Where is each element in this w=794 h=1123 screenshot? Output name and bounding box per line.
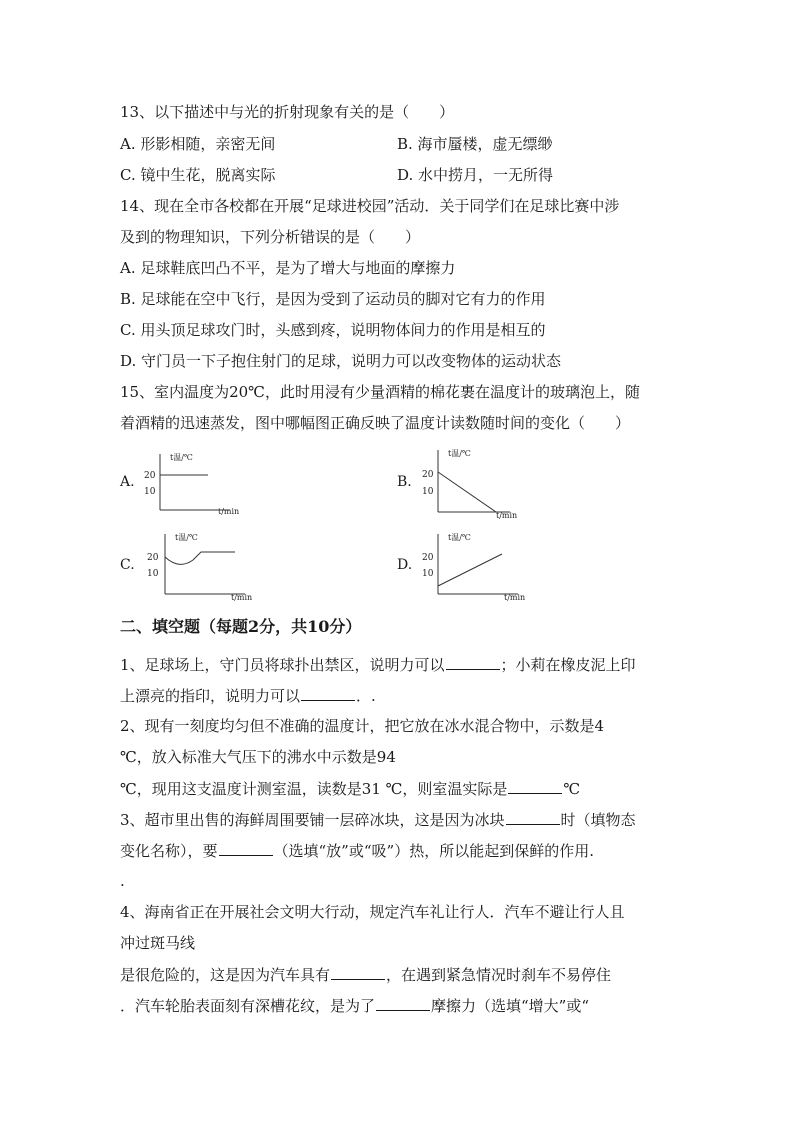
graph-a [140, 448, 250, 518]
q13-option-b: B. 海市蜃楼，虚无缥缈 [397, 135, 553, 153]
fill-3-line3: . [120, 872, 125, 890]
fill-4-text-c: ．汽车轮胎表面刻有深槽花纹，是为了 [120, 997, 376, 1015]
fill-4-line3 [120, 964, 611, 985]
fill-3-blank-2[interactable] [219, 840, 273, 856]
graph-a-label: A. [120, 474, 135, 490]
q14-option-a: A. 足球鞋底凹凸不平，是为了增大与地面的摩擦力 [120, 259, 456, 277]
graph-b-y-label: t温/℃ [448, 449, 471, 458]
q15-stem-line1: 15、室内温度为20℃，此时用浸有少量酒精的棉花裹在温度计的玻璃泡上，随 [120, 383, 640, 401]
graph-c-tick-20: 20 [147, 553, 159, 563]
fill-2-text-b: ℃ [563, 780, 581, 798]
fill-1-text-a: 1、足球场上，守门员将球扑出禁区，说明力可以 [120, 656, 445, 674]
fill-4-blank-2[interactable] [376, 995, 430, 1011]
fill-1-text-c: 上漂亮的指印，说明力可以 [120, 687, 301, 705]
q14-option-b: B. 足球能在空中飞行，是因为受到了运动员的脚对它有力的作用 [120, 290, 546, 308]
fill-4-text-d: 摩擦力（选填“增大”或“ [431, 997, 590, 1015]
fill-3-text-b: 时（填物态 [560, 811, 636, 829]
graph-d-y-label: t温/℃ [448, 533, 471, 542]
fill-2-line1: 2、现有一刻度均匀但不准确的温度计，把它放在冰水混合物中，示数是4 [120, 717, 605, 735]
fill-1-line2 [120, 685, 376, 706]
fill-2-text-a: ℃，现用这支温度计测室温，读数是31 ℃，则室温实际是 [120, 780, 508, 798]
fill-3-line1 [120, 809, 636, 830]
q15-stem-line2: 着酒精的迅速蒸发，图中哪幅图正确反映了温度计读数随时间的变化（ ） [120, 414, 631, 432]
graph-b [418, 446, 528, 520]
graph-a-y-label: t温/℃ [170, 453, 193, 462]
graph-b-curve [438, 472, 496, 512]
q13-option-a: A. 形影相随，亲密无间 [120, 135, 276, 153]
fill-3-line2 [120, 840, 594, 861]
fill-1-blank-2[interactable] [301, 685, 355, 701]
q14-stem-line2: 及到的物理知识，下列分析错误的是（ ） [120, 228, 421, 246]
graph-d-tick-20: 20 [422, 553, 434, 563]
graph-c-x-label: t/min [231, 593, 253, 602]
graph-a-tick-20: 20 [144, 471, 156, 481]
fill-1-text-d: ．. [356, 687, 376, 705]
fill-3-blank-1[interactable] [506, 809, 560, 825]
fill-4-blank-1[interactable] [331, 964, 385, 980]
graph-b-tick-10: 10 [422, 487, 434, 497]
graph-b-tick-20: 20 [422, 470, 434, 480]
graph-c-tick-10: 10 [147, 569, 159, 579]
fill-2-blank[interactable] [508, 778, 562, 794]
fill-1-text-b: ；小莉在橡皮泥上印 [500, 656, 636, 674]
fill-4-text-a: 是很危险的，这是因为汽车具有 [120, 966, 331, 984]
q14-stem-line1: 14、现在全市各校都在开展“足球进校园”活动．关于同学们在足球比赛中涉 [120, 197, 620, 215]
fill-2-line3 [120, 778, 580, 799]
q14-option-c: C. 用头顶足球攻门时，头感到疼，说明物体间力的作用是相互的 [120, 321, 546, 339]
fill-2-line2: ℃，放入标准大气压下的沸水中示数是94 [120, 748, 396, 766]
section-2-title: 二、填空题（每题2分，共10分） [120, 617, 362, 636]
fill-3-text-c: 变化名称），要 [120, 842, 218, 860]
graph-a-x-label: t/min [218, 507, 240, 516]
graph-d-x-label: t/min [504, 593, 526, 602]
graph-d [418, 530, 538, 602]
fill-4-line2: 冲过斑马线 [120, 934, 196, 952]
q13-option-d: D. 水中捞月，一无所得 [397, 166, 554, 184]
fill-3-text-d: （选填“放”或“吸”）热，所以能起到保鲜的作用. [273, 842, 594, 860]
graph-c-label: C. [120, 557, 135, 573]
graph-b-x-label: t/min [496, 511, 518, 520]
q13-option-c: C. 镜中生花，脱离实际 [120, 166, 276, 184]
fill-3-text-a: 3、超市里出售的海鲜周围要铺一层碎冰块，这是因为冰块 [120, 811, 505, 829]
graph-c [145, 530, 265, 602]
fill-4-text-b: ，在遇到紧急情况时刹车不易停住 [386, 966, 612, 984]
graph-c-y-label: t温/℃ [175, 533, 198, 542]
graph-c-curve [165, 552, 235, 564]
q14-option-d: D. 守门员一下子抱住射门的足球，说明力可以改变物体的运动状态 [120, 352, 562, 370]
graph-a-tick-10: 10 [144, 487, 156, 497]
graph-b-label: B. [397, 474, 412, 490]
q13-stem: 13、以下描述中与光的折射现象有关的是（ ） [120, 103, 455, 121]
graph-d-curve [438, 554, 502, 586]
fill-4-line1: 4、海南省正在开展社会文明大行动，规定汽车礼让行人．汽车不避让行人且 [120, 903, 625, 921]
graph-d-label: D. [397, 557, 413, 573]
fill-1-blank-1[interactable] [446, 654, 500, 670]
graph-d-tick-10: 10 [422, 569, 434, 579]
fill-1-line1 [120, 654, 636, 675]
fill-4-line4 [120, 995, 589, 1016]
